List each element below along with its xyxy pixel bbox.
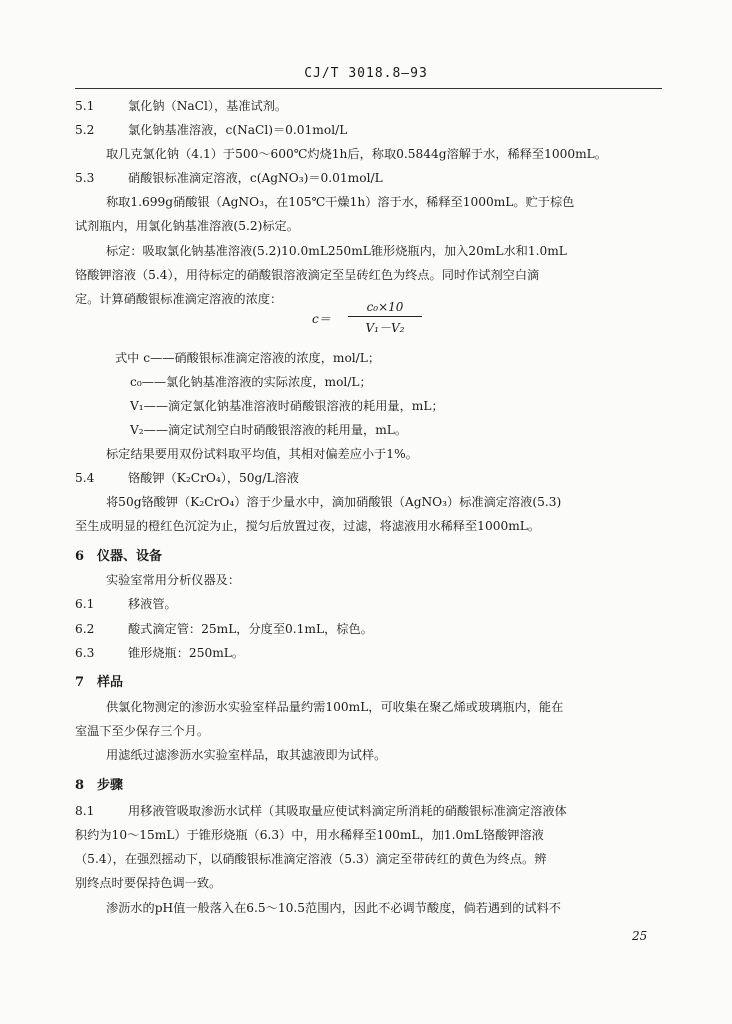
page-number: 25 <box>632 929 648 943</box>
text-line: 实验室常用分析仪器及： <box>106 573 241 587</box>
text-line: 将50g铬酸钾（K₂CrO₄）溶于少量水中，滴加硝酸银（AgNO₃）标准滴定溶液(5.3) <box>106 495 562 509</box>
section-heading: 样品 <box>97 675 124 690</box>
clause-number: 5.2 <box>75 123 95 137</box>
text-line: 试剂瓶内，用氯化钠基准溶液(5.2)标定。 <box>75 219 299 233</box>
concentration-formula <box>312 300 422 336</box>
text-line: V₁——滴定氯化钠基准溶液时硝酸银溶液的耗用量，mL； <box>130 399 444 413</box>
text-line: 锥形烧瓶：250mL。 <box>128 646 245 660</box>
text-line: 供氯化物测定的渗沥水实验室样品量约需100mL，可收集在聚乙烯或玻璃瓶内，能在 <box>106 700 564 714</box>
section-heading: 仪器、设备 <box>97 549 163 564</box>
text-line: 定。计算硝酸银标准滴定溶液的浓度： <box>75 292 283 306</box>
text-line: 氯化钠（NaCl），基准试剂。 <box>128 99 288 113</box>
clause-number: 6.2 <box>75 622 95 636</box>
text-line: 室温下至少保存三个月。 <box>75 724 210 738</box>
text-line: 氯化钠基准溶液，c(NaCl)＝0.01mol/L <box>128 123 348 137</box>
text-line: 用移液管吸取渗沥水试样（其吸取量应使试料滴定所消耗的硝酸银标准滴定溶液体 <box>128 804 567 818</box>
formula-lhs: c＝ <box>312 312 331 326</box>
text-line: 称取1.699g硝酸银（AgNO₃，在105℃干燥1h）溶于水，稀释至1000mL。贮于棕色 <box>106 195 575 209</box>
text-line: 积约为10～15mL）于锥形烧瓶（6.3）中，用水稀释至100mL，加1.0mL铬酸钾溶液 <box>75 828 544 842</box>
text-line: 移液管。 <box>128 597 177 611</box>
text-line: 别终点时要保持色调一致。 <box>75 876 222 890</box>
clause-number: 8 <box>75 778 85 793</box>
text-line: 取几克氯化钠（4.1）于500～600℃灼烧1h后，称取0.5844g溶解于水，稀释至1000mL。 <box>106 147 607 161</box>
text-line: c₀——氯化钠基准溶液的实际浓度，mol/L； <box>130 375 372 389</box>
formula-denominator: V₁－V₂ <box>365 321 405 335</box>
clause-number: 6.3 <box>75 646 95 660</box>
text-line: 铬酸钾（K₂CrO₄），50g/L溶液 <box>128 471 299 485</box>
text-line: 硝酸银标准滴定溶液，c(AgNO₃)＝0.01mol/L <box>128 171 383 185</box>
text-line: 式中 c——硝酸银标准滴定溶液的浓度，mol/L； <box>115 351 381 365</box>
fraction-bar <box>348 316 422 317</box>
text-line: 用滤纸过滤渗沥水实验室样品，取其滤液即为试样。 <box>106 748 387 762</box>
clause-number: 5.1 <box>75 99 95 113</box>
text-line: 标定结果要用双份试料取平均值，其相对偏差应小于1%。 <box>106 447 418 461</box>
clause-number: 6.1 <box>75 597 95 611</box>
section-heading: 步骤 <box>97 778 124 793</box>
text-line: （5.4），在强烈摇动下，以硝酸银标准滴定溶液（5.3）滴定至带砖红的黄色为终点。辨 <box>75 852 547 866</box>
clause-number: 5.3 <box>75 171 95 185</box>
text-line: 标定：吸取氯化钠基准溶液(5.2)10.0mL250mL锥形烧瓶内，加入20mL水和1.0mL <box>106 244 567 258</box>
text-line: V₂——滴定试剂空白时硝酸银溶液的耗用量，mL。 <box>130 423 408 437</box>
formula-numerator: c₀×10 <box>366 300 404 314</box>
text-line: 至生成明显的橙红色沉淀为止，搅匀后放置过夜，过滤，将滤液用水稀释至1000mL。 <box>75 519 541 533</box>
clause-number: 5.4 <box>75 471 95 485</box>
text-line: 渗沥水的pH值一般落入在6.5～10.5范围内，因此不必调节酸度，倘若遇到的试料不 <box>106 901 561 915</box>
page-header: CJ/T 3018.8—93 <box>304 66 428 81</box>
text-line: 酸式滴定管：25mL，分度至0.1mL，棕色。 <box>128 622 373 636</box>
clause-number: 7 <box>75 675 85 690</box>
clause-number: 6 <box>75 549 85 564</box>
clause-number: 8.1 <box>75 804 95 818</box>
header-rule <box>75 88 662 89</box>
text-line: 铬酸钾溶液（5.4），用待标定的硝酸银溶液滴定至呈砖红色为终点。同时作试剂空白滴 <box>75 268 540 282</box>
